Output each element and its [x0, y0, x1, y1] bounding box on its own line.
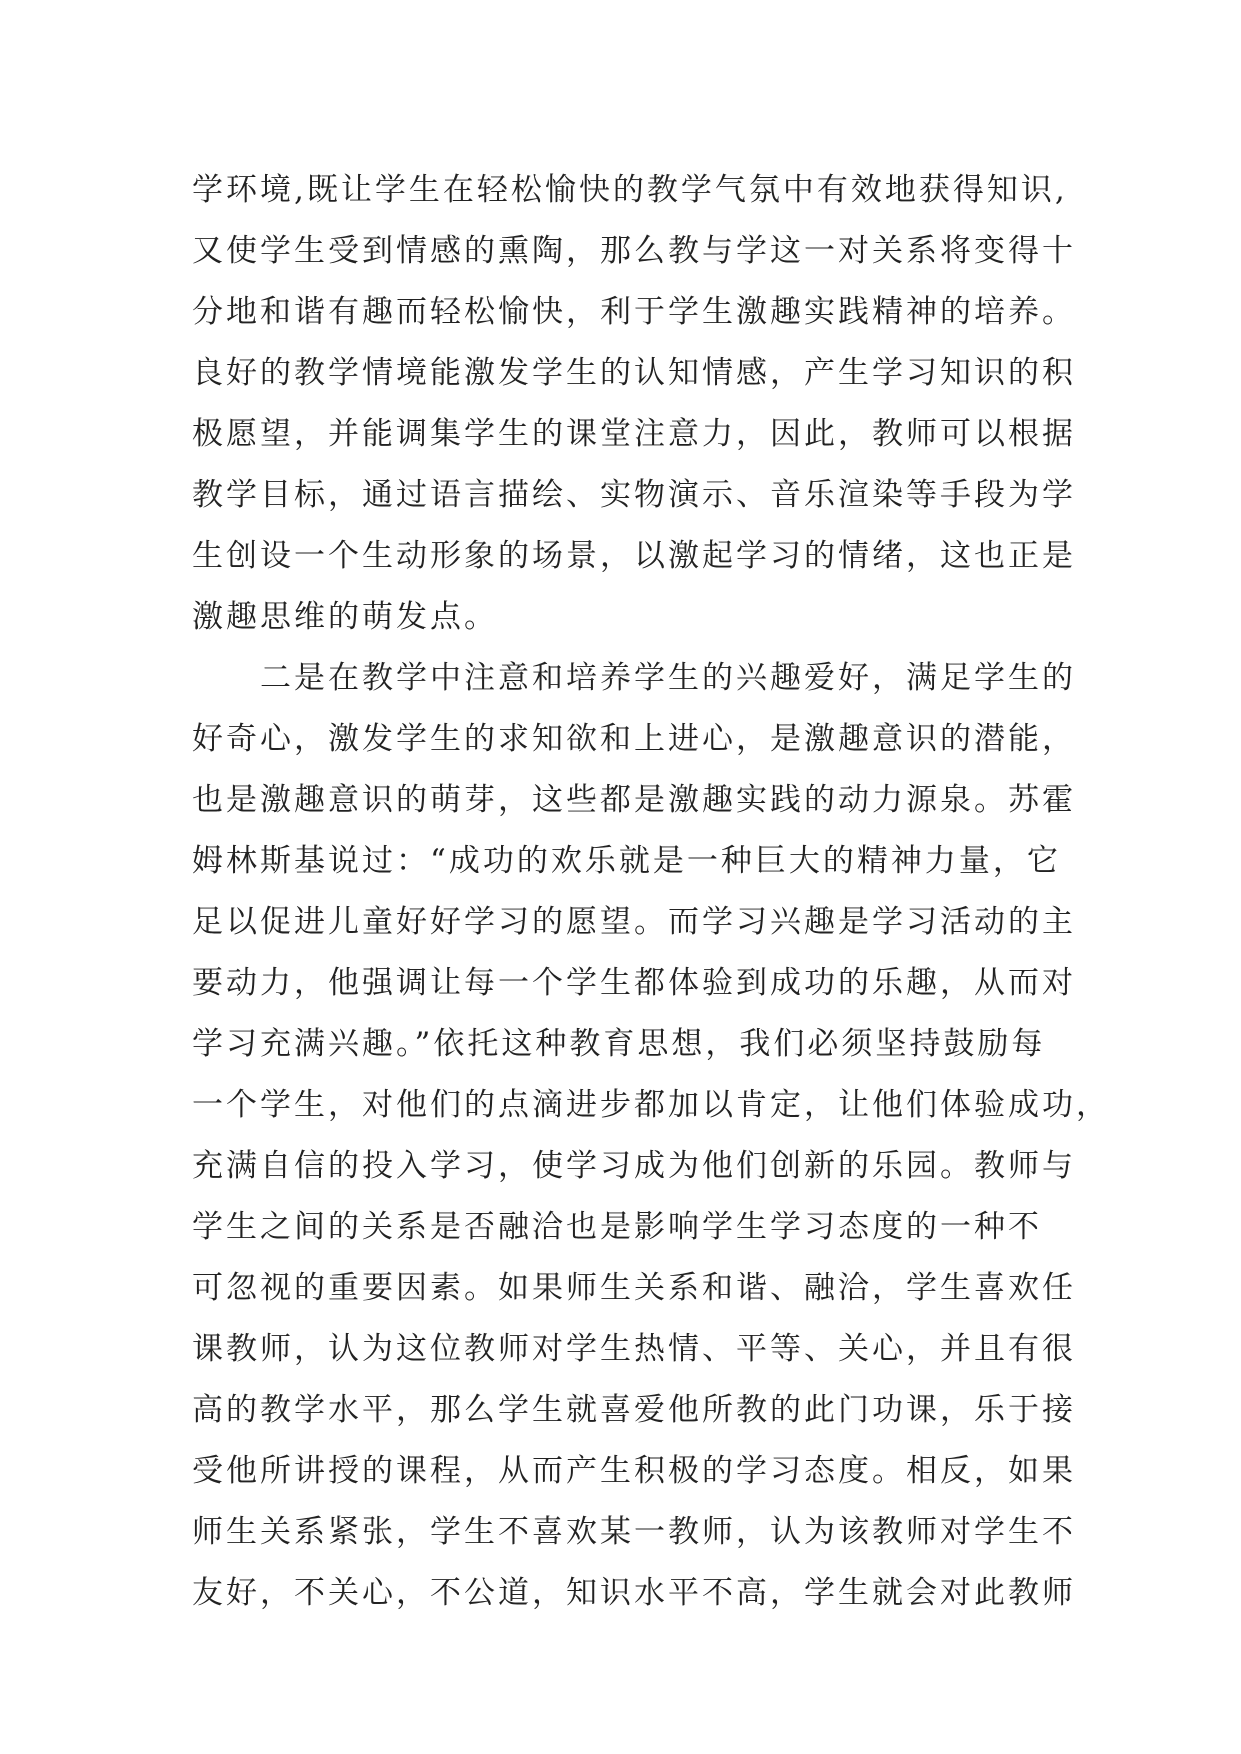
text-line: 生创设一个生动形象的场景，以激起学习的情绪，这也正是 — [192, 538, 1076, 574]
text-line: 学习充满兴趣。”依托这种教育思想，我们必须坚持鼓励每 — [192, 1026, 1046, 1062]
text-line: 二是在教学中注意和培养学生的兴趣爱好，满足学生的 — [192, 660, 1076, 696]
text-line: 足以促进儿童好好学习的愿望。而学习兴趣是学习活动的主 — [192, 904, 1076, 940]
text-line: 激趣思维的萌发点。 — [192, 599, 498, 635]
text-line: 要动力，他强调让每一个学生都体验到成功的乐趣，从而对 — [192, 965, 1076, 1001]
text-line: 好奇心，激发学生的求知欲和上进心，是激趣意识的潜能， — [192, 721, 1076, 757]
text-line: 高的教学水平，那么学生就喜爱他所教的此门功课，乐于接 — [192, 1392, 1076, 1428]
text-line: 友好，不关心，不公道，知识水平不高，学生就会对此教师 — [192, 1575, 1076, 1611]
text-line: 教学目标，通过语言描绘、实物演示、音乐渲染等手段为学 — [192, 477, 1076, 513]
text-line: 课教师，认为这位教师对学生热情、平等、关心，并且有很 — [192, 1331, 1076, 1367]
body-text — [192, 160, 1110, 1624]
text-line: 姆林斯基说过：“成功的欢乐就是一种巨大的精神力量，它 — [192, 843, 1061, 879]
text-line: 学环境,既让学生在轻松愉快的教学气氛中有效地获得知识, — [192, 172, 1068, 208]
text-line: 可忽视的重要因素。如果师生关系和谐、融洽，学生喜欢任 — [192, 1270, 1076, 1306]
text-line: 极愿望，并能调集学生的课堂注意力，因此，教师可以根据 — [192, 416, 1076, 452]
text-line: 一个学生，对他们的点滴进步都加以肯定，让他们体验成功， — [192, 1087, 1110, 1123]
text-line: 又使学生受到情感的熏陶，那么教与学这一对关系将变得十 — [192, 233, 1076, 269]
text-line: 受他所讲授的课程，从而产生积极的学习态度。相反，如果 — [192, 1453, 1076, 1489]
text-line: 也是激趣意识的萌芽，这些都是激趣实践的动力源泉。苏霍 — [192, 782, 1076, 818]
text-line: 学生之间的关系是否融洽也是影响学生学习态度的一种不 — [192, 1209, 1042, 1245]
text-line: 师生关系紧张，学生不喜欢某一教师，认为该教师对学生不 — [192, 1514, 1076, 1550]
text-line: 分地和谐有趣而轻松愉快，利于学生激趣实践精神的培养。 — [192, 294, 1076, 330]
text-line: 充满自信的投入学习，使学习成为他们创新的乐园。教师与 — [192, 1148, 1076, 1184]
text-line: 良好的教学情境能激发学生的认知情感，产生学习知识的积 — [192, 355, 1076, 391]
